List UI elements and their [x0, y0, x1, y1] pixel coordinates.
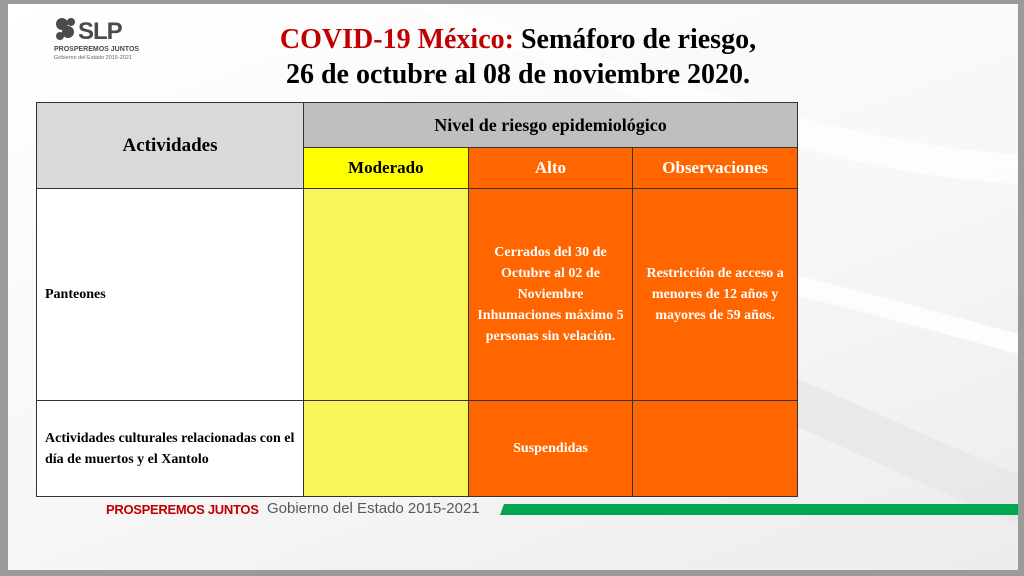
cell-activity: Panteones [37, 189, 304, 401]
logo-subtitle: Gobierno del Estado 2015-2021 [54, 55, 132, 61]
header-risk-level: Nivel de riesgo epidemiológico [304, 103, 798, 148]
title-line-1 [188, 22, 848, 57]
cell-activity: Actividades culturales relacionadas con el día de muertos y el Xantolo [37, 401, 304, 497]
header-observaciones: Observaciones [633, 148, 798, 189]
logo-tagline: PROSPEREMOS JUNTOS [54, 46, 140, 53]
slp-emblem-icon [54, 16, 80, 44]
cell-observaciones [633, 401, 798, 497]
risk-table [36, 102, 798, 497]
page-title [188, 22, 848, 92]
title-main: Semáforo de riesgo, [520, 24, 757, 55]
cell-alto: Cerrados del 30 de Octubre al 02 de Noviembre Inhumaciones máximo 5 personas sin velación. [468, 189, 633, 401]
cell-alto: Suspendidas [468, 401, 633, 497]
table-header-row [37, 103, 798, 148]
slp-logo [52, 16, 142, 68]
table-row [37, 189, 798, 401]
cell-moderado [304, 401, 469, 497]
header-moderado: Moderado [304, 148, 469, 189]
header-alto: Alto [468, 148, 633, 189]
footer-tagline: PROSPEREMOS JUNTOS [106, 502, 259, 517]
title-highlight: COVID-19 México: [279, 24, 514, 55]
table-row [37, 401, 798, 497]
slide [8, 4, 1018, 570]
cell-moderado [304, 189, 469, 401]
title-dates: 26 de octubre al 08 de noviembre 2020. [285, 59, 751, 90]
logo-name: SLP [78, 18, 122, 45]
header-activities: Actividades [37, 103, 304, 189]
footer-government: Gobierno del Estado 2015-2021 [267, 500, 480, 517]
footer-green-bar [500, 504, 1018, 515]
cell-observaciones: Restricción de acceso a menores de 12 años y mayores de 59 años. [633, 189, 798, 401]
